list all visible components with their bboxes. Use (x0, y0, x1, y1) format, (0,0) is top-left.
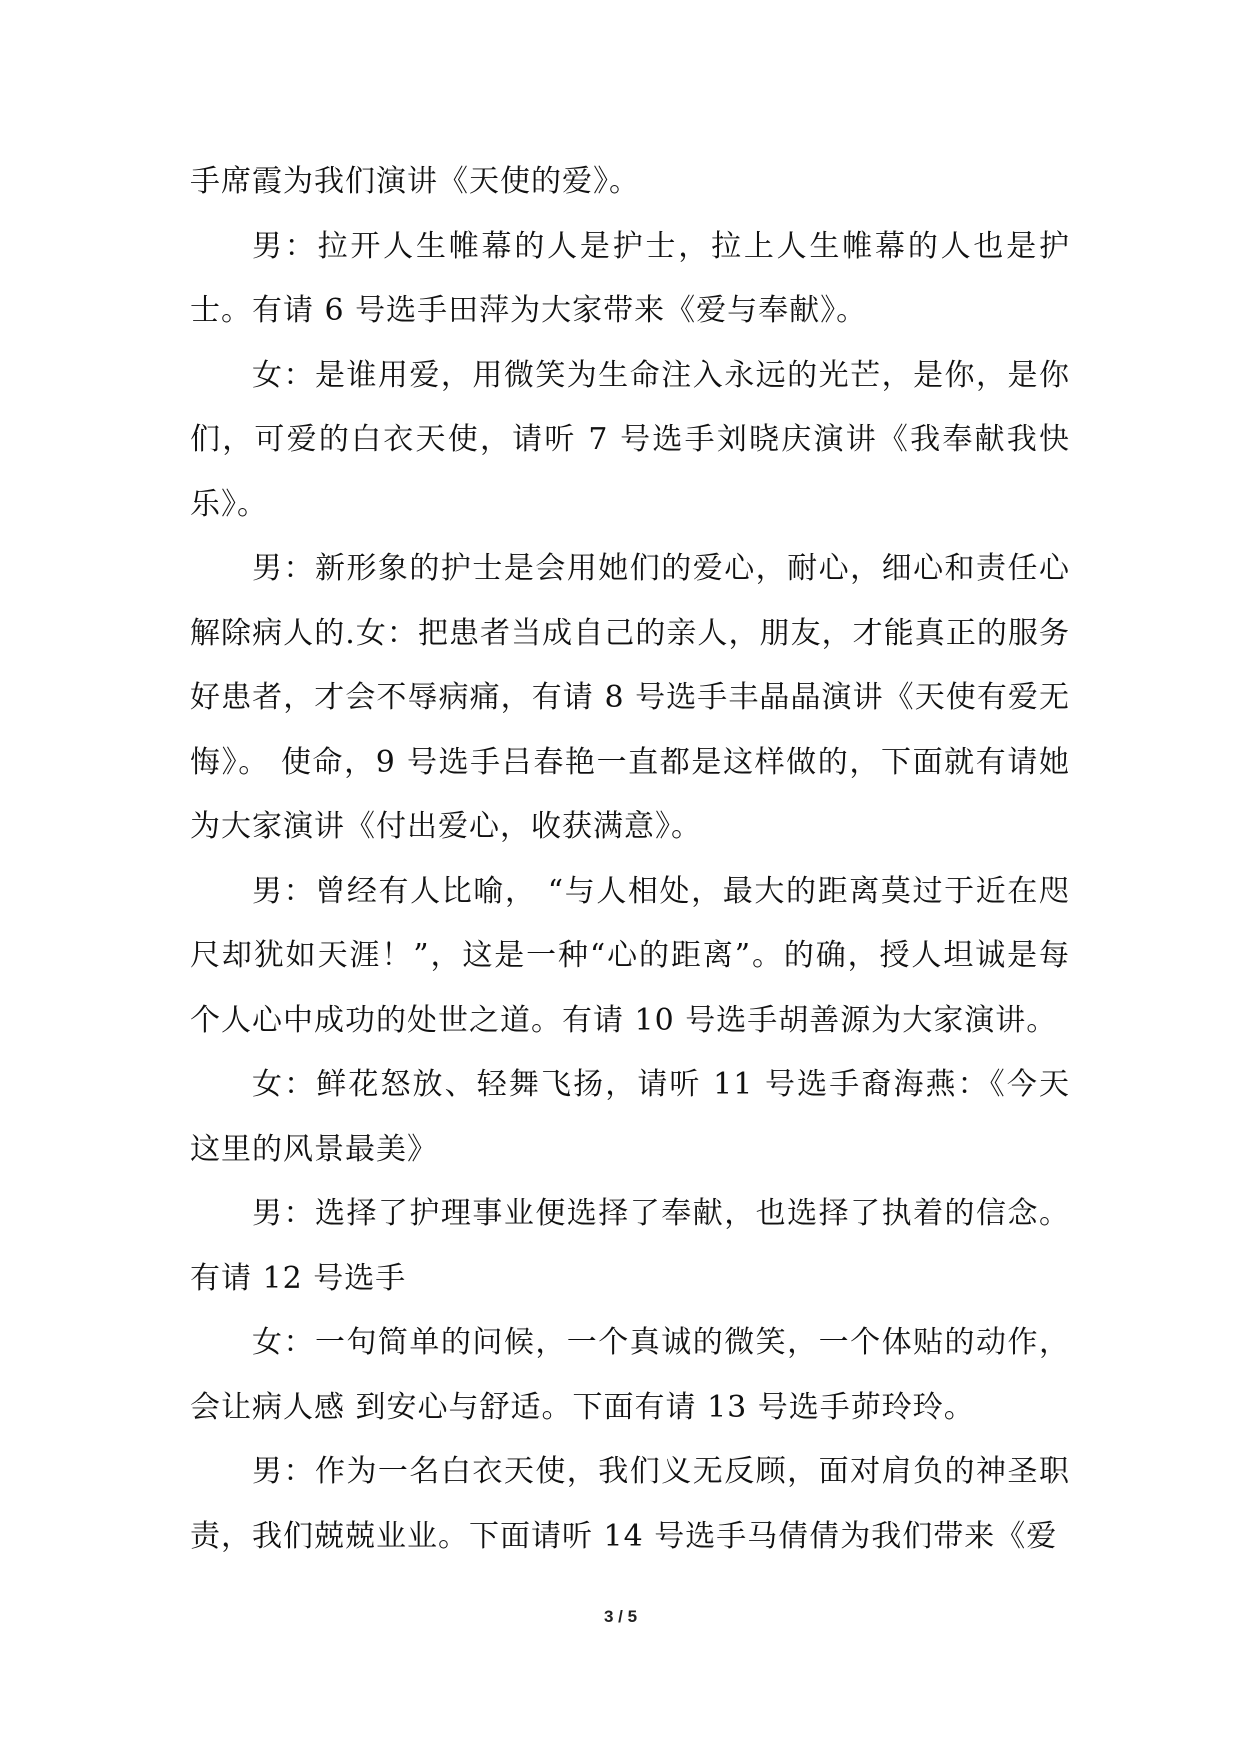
paragraph: 男：新形象的护士是会用她们的爱心，耐心，细心和责任心解除病人的.女：把患者当成自己的亲人，朋友，才能真正的服务好患者，才会不辱病痛，有请 8 号选手丰晶晶演讲《天使有爱无悔》。 使命，9 号选手吕春艳一直都是这样做的，下面就有请她为大家演讲《付出爱心，收获满意》。 (190, 551, 1070, 844)
paragraph: 男：选择了护理事业便选择了奉献，也选择了执着的信念。有请 12 号选手 (190, 1196, 1070, 1296)
paragraph: 男：曾经有人比喻， “与人相处，最大的距离莫过于近在咫尺却犹如天涯！”，这是一种“心的距离”。的确，授人坦诚是每个人心中成功的处世之道。有请 10 号选手胡善源为大家演讲。 (190, 873, 1070, 1038)
paragraph: 男：作为一名白衣天使，我们义无反顾，面对肩负的神圣职责，我们兢兢业业。下面请听 14 号选手马倩倩为我们带来《爱 (190, 1454, 1070, 1554)
paragraph: 男：拉开人生帷幕的人是护士，拉上人生帷幕的人也是护士。有请 6 号选手田萍为大家带来《爱与奉献》。 (190, 228, 1070, 328)
page-number: 3 / 5 (603, 1607, 638, 1626)
paragraph-continuation: 手席霞为我们演讲《天使的爱》。 (190, 164, 640, 199)
paragraph: 女：是谁用爱，用微笑为生命注入永远的光芒，是你，是你们，可爱的白衣天使，请听 7 号选手刘晓庆演讲《我奉献我快乐》。 (190, 357, 1070, 522)
document-body (190, 150, 1070, 1569)
paragraph: 女：鲜花怒放、轻舞飞扬，请听 11 号选手裔海燕：《今天这里的风景最美》 (190, 1067, 1070, 1167)
paragraph: 女：一句简单的问候，一个真诚的微笑，一个体贴的动作，会让病人感 到安心与舒适。下面有请 13 号选手茆玲玲。 (190, 1325, 1070, 1425)
